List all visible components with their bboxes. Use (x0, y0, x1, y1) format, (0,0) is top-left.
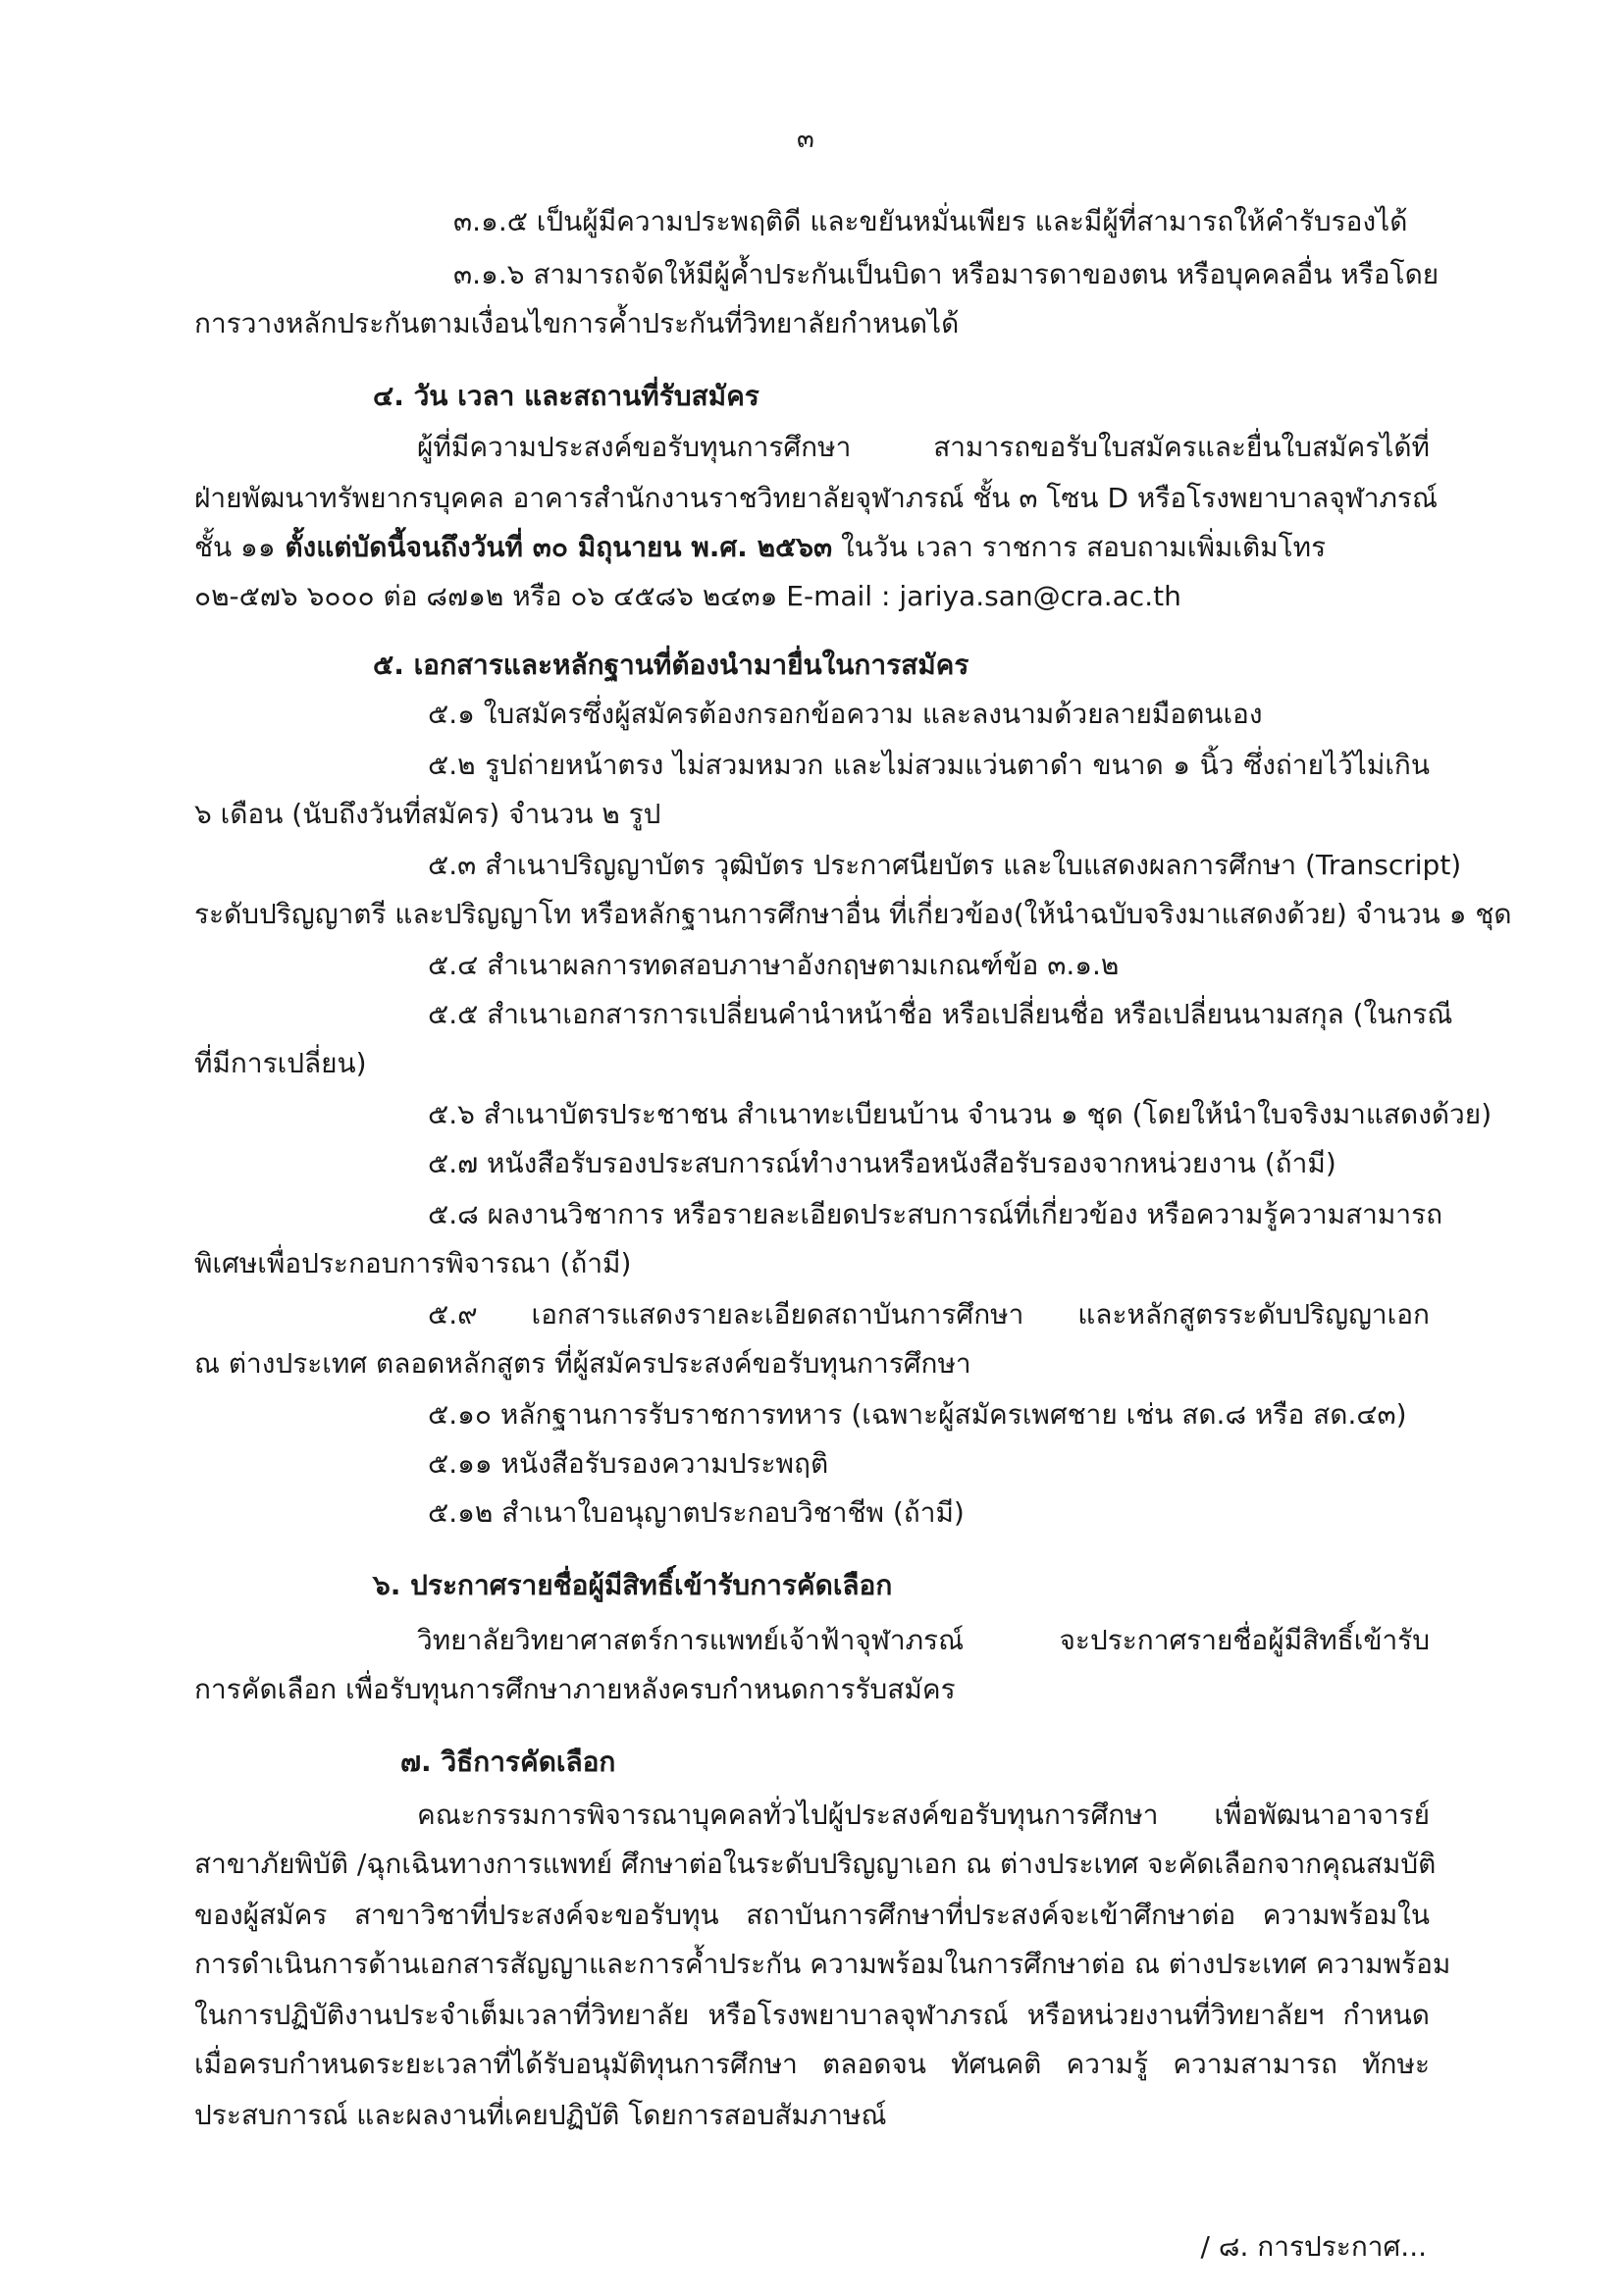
contact-text: ในวัน เวลา ราชการ สอบถามเพิ่มเติมโทร (832, 531, 1327, 563)
item-3-1-6: ๓.๑.๖ สามารถจัดให้มีผู้ค้ำประกันเป็นบิดา หรือมารดาของตน หรือบุคคลอื่น หรือโดย (453, 258, 1440, 290)
item-5-8-cont: พิเศษเพื่อประกอบการพิจารณา (ถ้ามี) (194, 1247, 632, 1279)
heading-section-4: ๔. วัน เวลา และสถานที่รับสมัคร (373, 380, 759, 412)
item-5-9: ๕.๙ เอกสารแสดงรายละเอียดสถาบันการศึกษา และหลักสูตรระดับปริญญาเอก (428, 1298, 1430, 1331)
item-5-10: ๕.๑๐ หลักฐานการรับราชการทหาร (เฉพาะผู้สมัครเพศชาย เช่น สด.๘ หรือ สด.๔๓) (428, 1398, 1407, 1431)
contact-phone-email: ๐๒-๕๗๖ ๖๐๐๐ ต่อ ๘๗๑๒ หรือ ๐๖ ๔๕๘๖ ๒๔๓๑ E-mail : jariya.san@cra.ac.th (194, 580, 1181, 612)
heading-section-5: ๕. เอกสารและหลักฐานที่ต้องนำมายื่นในการสมัคร (373, 649, 969, 681)
item-5-9-cont: ณ ต่างประเทศ ตลอดหลักสูตร ที่ผู้สมัครประสงค์ขอรับทุนการศึกษา (194, 1347, 971, 1380)
item-5-2: ๕.๒ รูปถ่ายหน้าตรง ไม่สวมหมวก และไม่สวมแว่นตาดำ ขนาด ๑ นิ้ว ซึ่งถ่ายไว้ไม่เกิน (428, 749, 1430, 781)
section-7-para-line-5: ในการปฏิบัติงานประจำเต็มเวลาที่วิทยาลัย หรือโรงพยาบาลจุฬาภรณ์ หรือหน่วยงานที่วิทยาลัยฯ กำหนด (194, 1999, 1430, 2031)
page-number: ๓ (797, 125, 814, 154)
section-4-para-line-3 (194, 524, 1326, 571)
item-5-7: ๕.๗ หนังสือรับรองประสบการณ์ทำงานหรือหนังสือรับรองจากหน่วยงาน (ถ้ามี) (428, 1147, 1336, 1179)
floor-text: ชั้น ๑๑ (194, 531, 276, 563)
section-7-para-line-7: ประสบการณ์ และผลงานที่เคยปฏิบัติ โดยการสอบสัมภาษณ์ (194, 2099, 887, 2131)
item-3-1-5: ๓.๑.๕ เป็นผู้มีความประพฤติดี และขยันหมั่นเพียร และมีผู้ที่สามารถให้คำรับรองได้ (453, 205, 1408, 237)
section-7-para-line-3: ของผู้สมัคร สาขาวิชาที่ประสงค์จะขอรับทุน สถาบันการศึกษาที่ประสงค์จะเข้าศึกษาต่อ ความพร้อมใน (194, 1899, 1430, 1931)
item-5-2-cont: ๖ เดือน (นับถึงวันที่สมัคร) จำนวน ๒ รูป (194, 798, 661, 830)
item-5-11: ๕.๑๑ หนังสือรับรองความประพฤติ (428, 1447, 829, 1480)
item-3-1-6-cont: การวางหลักประกันตามเงื่อนไขการค้ำประกันที่วิทยาลัยกำหนดได้ (194, 307, 960, 339)
section-6-para-line-2: การคัดเลือก เพื่อรับทุนการศึกษาภายหลังครบกำหนดการรับสมัคร (194, 1673, 956, 1705)
item-5-6: ๕.๖ สำเนาบัตรประชาชน สำเนาทะเบียนบ้าน จำนวน ๑ ชุด (โดยให้นำใบจริงมาแสดงด้วย) (428, 1098, 1492, 1130)
section-4-para-line-2: ฝ่ายพัฒนาทรัพยากรบุคคล อาคารสำนักงานราชวิทยาลัยจุฬาภรณ์ ชั้น ๓ โซน D หรือโรงพยาบาลจุฬาภรณ์ (194, 482, 1438, 514)
item-5-3: ๕.๓ สำเนาปริญญาบัตร วุฒิบัตร ประกาศนียบัตร และใบแสดงผลการศึกษา (Transcript) (428, 849, 1462, 881)
deadline-text: ตั้งแต่บัดนี้จนถึงวันที่ ๓๐ มิถุนายน พ.ศ. ๒๕๖๓ (275, 531, 833, 563)
section-7-para-line-6: เมื่อครบกำหนดระยะเวลาที่ได้รับอนุมัติทุนการศึกษา ตลอดจน ทัศนคติ ความรู้ ความสามารถ ทักษะ (194, 2048, 1430, 2080)
heading-section-7: ๗. วิธีการคัดเลือก (400, 1746, 616, 1778)
section-7-para-line-4: การดำเนินการด้านเอกสารสัญญาและการค้ำประกัน ความพร้อมในการศึกษาต่อ ณ ต่างประเทศ ความพร้อม (194, 1948, 1451, 1980)
section-4-para-line-1: ผู้ที่มีความประสงค์ขอรับทุนการศึกษา สามารถขอรับใบสมัครและยื่นใบสมัครได้ที่ (417, 431, 1430, 463)
item-5-1: ๕.๑ ใบสมัครซึ่งผู้สมัครต้องกรอกข้อความ และลงนามด้วยลายมือตนเอง (428, 698, 1263, 730)
next-page-marker: / ๘. การประกาศ... (1200, 2230, 1427, 2263)
section-7-para-line-1: คณะกรรมการพิจารณาบุคคลทั่วไปผู้ประสงค์ขอรับทุนการศึกษา เพื่อพัฒนาอาจารย์ (417, 1799, 1430, 1831)
item-5-4: ๕.๔ สำเนาผลการทดสอบภาษาอังกฤษตามเกณฑ์ข้อ ๓.๑.๒ (428, 949, 1120, 981)
heading-section-6: ๖. ประกาศรายชื่อผู้มีสิทธิ์เข้ารับการคัดเลือก (373, 1569, 893, 1601)
section-6-para-line-1: วิทยาลัยวิทยาศาสตร์การแพทย์เจ้าฟ้าจุฬาภรณ์ จะประกาศรายชื่อผู้มีสิทธิ์เข้ารับ (417, 1624, 1430, 1656)
item-5-8: ๕.๘ ผลงานวิชาการ หรือรายละเอียดประสบการณ์ที่เกี่ยวข้อง หรือความรู้ความสามารถ (428, 1198, 1443, 1230)
item-5-5-cont: ที่มีการเปลี่ยน) (194, 1047, 367, 1079)
section-7-para-line-2: สาขาภัยพิบัติ /ฉุกเฉินทางการแพทย์ ศึกษาต่อในระดับปริญญาเอก ณ ต่างประเทศ จะคัดเลือกจากคุณสมบัติ (194, 1848, 1437, 1880)
item-5-5: ๕.๕ สำเนาเอกสารการเปลี่ยนคำนำหน้าชื่อ หรือเปลี่ยนชื่อ หรือเปลี่ยนนามสกุล (ในกรณี (428, 998, 1453, 1030)
item-5-3-cont: ระดับปริญญาตรี และปริญญาโท หรือหลักฐานการศึกษาอื่น ที่เกี่ยวข้อง(ให้นำฉบับจริงมาแสดงด้วย) จำนวน ๑ ชุด (194, 898, 1512, 930)
item-5-12: ๕.๑๒ สำเนาใบอนุญาตประกอบวิชาชีพ (ถ้ามี) (428, 1496, 965, 1529)
